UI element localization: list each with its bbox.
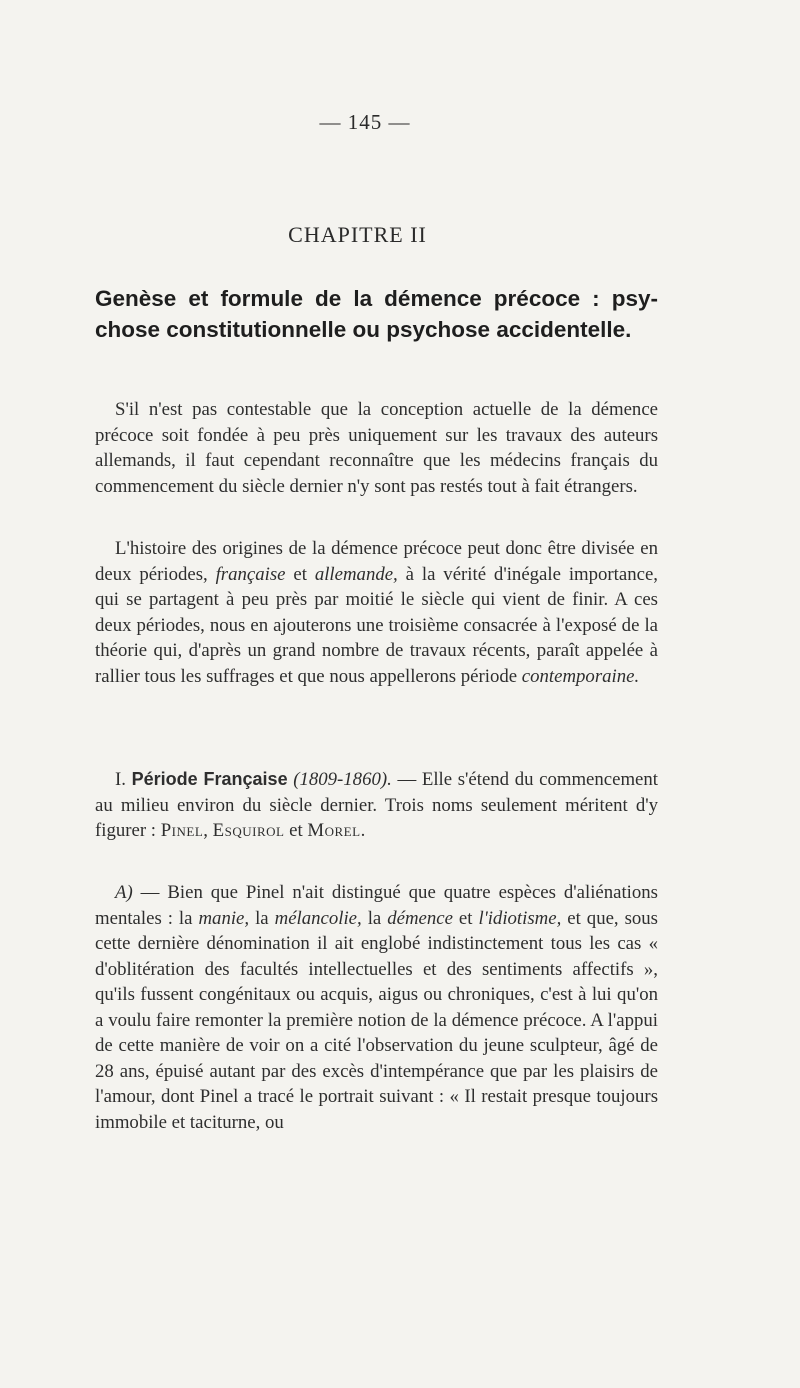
italic-term-manie: manie, <box>198 907 250 929</box>
paragraph-text: et que, sous cette dernière dénomination il ait englobé indistinctement tous les cas « d'oblitération des facultés intellectuelles et des sentiments affectifs », qu'ils fussent congénitaux ou acquis, aigus ou chroniques, c'est à lui qu'on a voulu faire remonter la première notion de la démence précoce. A l'appui de cette manière de voir on a cité l'observation du jeune sculpteur, âgé de 28 ans, épuisé autant par des excès d'intempérance que par les plaisirs de l'amour, dont Pinel a tracé le portrait suivant : « Il restait presque toujours immobile et taciturne, ou <box>95 907 658 1133</box>
subsection-label: A) <box>115 882 133 903</box>
italic-term-demence: démence <box>387 907 453 929</box>
paragraph-text: à la vérité d'inégale importance, qui se partagent à peu près par moitié le siècle qui vient de finir. A ces deux périodes, nous en ajouterons une troisième consacrée à l'exposé de la théorie qui, d'après un grand nombre de travaux récents, paraît appelée à rallier tous les suffrages et que nous appellerons période <box>95 563 658 687</box>
author-name-pinel: Pinel <box>160 820 204 841</box>
italic-term-francaise: française <box>215 563 286 585</box>
section-title: Genèse et formule de la démence précoce : psychose constitutionnelle ou psychose accidentelle. <box>95 286 658 342</box>
separator: . <box>360 820 366 841</box>
paragraph-text: — Elle s'étend du commencement au milieu environ du siècle dernier. Trois noms seulement méritent d'y figurer : <box>95 769 659 841</box>
date-range: (1809-1860). <box>287 769 392 790</box>
italic-term-idiotisme: l'idiotisme, <box>478 907 562 929</box>
paragraph-periods <box>95 536 658 689</box>
author-name-morel: Morel <box>307 820 361 841</box>
paragraph-text: et <box>452 907 479 929</box>
italic-term-contemporaine: contemporaine. <box>521 665 640 687</box>
paragraph-text: — Bien que Pinel n'ait distingué que quatre espèces d'aliénations mentales : la <box>95 882 658 929</box>
paragraph-text: L'histoire des origines de la démence précoce peut donc être divisée en deux périodes, <box>95 538 658 585</box>
author-name-esquirol: Esquirol <box>212 820 285 841</box>
paragraph-text: la <box>249 907 275 929</box>
paragraph-text: la <box>361 907 388 929</box>
paragraph-periode-francaise <box>95 767 658 844</box>
section-number: I. <box>115 769 132 790</box>
page-number: — 145 — <box>319 110 411 134</box>
italic-term-allemande: allemande, <box>314 563 398 585</box>
paragraph-intro <box>95 397 658 499</box>
paragraph-pinel <box>95 880 658 1135</box>
chapter-heading: CHAPITRE II <box>288 222 427 247</box>
separator: , <box>203 820 213 841</box>
italic-term-melancolie: mélancolie, <box>274 907 362 929</box>
separator: et <box>284 820 308 841</box>
paragraph-text: et <box>285 563 315 585</box>
paragraph-text: S'il n'est pas contestable que la conception actuelle de la démence précoce soit fondée à peu près uniquement sur les travaux des auteurs allemands, il faut cependant reconnaître que les médecins français du commencement du siècle dernier n'y sont pas restés tout à fait étrangers. <box>95 399 658 497</box>
section-heading-inline: Période Française <box>131 769 288 789</box>
